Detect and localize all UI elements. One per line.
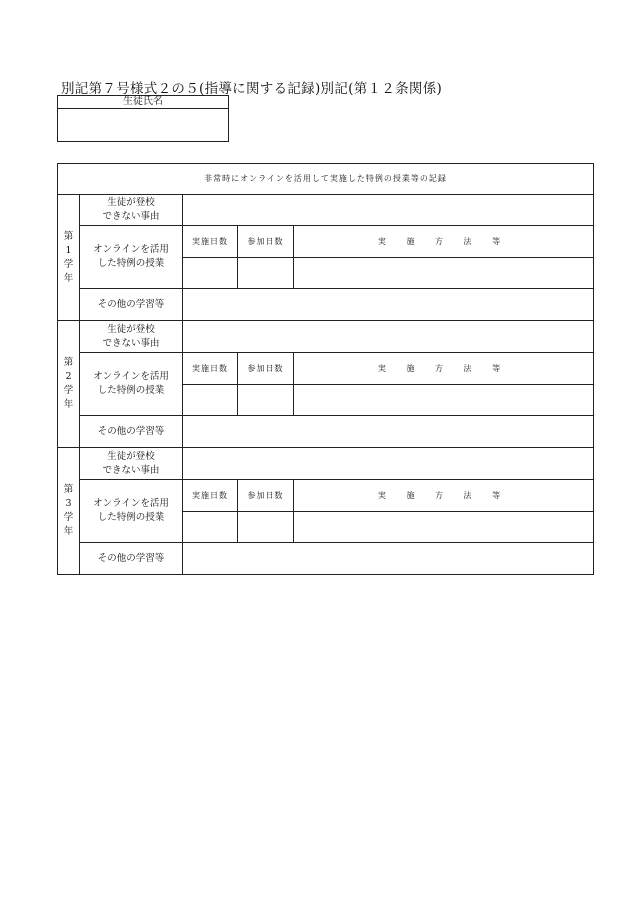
- method-cell[interactable]: [294, 512, 594, 543]
- other-learning-cell[interactable]: [183, 416, 594, 448]
- other-learning-label: その他の学習等: [80, 289, 183, 321]
- method-header: 実 施 方 法 等: [294, 353, 594, 385]
- days-attended-header: 参加日数: [238, 353, 294, 385]
- other-learning-cell[interactable]: [183, 543, 594, 575]
- online-lesson-label: オンラインを活用 した特例の授業: [80, 226, 183, 289]
- student-name-field[interactable]: [58, 109, 228, 142]
- days-conducted-header: 実施日数: [183, 226, 238, 258]
- reason-label: 生徒が登校 できない事由: [80, 195, 183, 226]
- grade-1-reason-row: [58, 195, 594, 226]
- reason-value-cell[interactable]: [183, 195, 594, 226]
- method-header: 実 施 方 法 等: [294, 480, 594, 512]
- grade-1-label: 第 1 学 年: [58, 195, 80, 321]
- grade-3-label: 第 3 学 年: [58, 448, 80, 575]
- reason-label: 生徒が登校 できない事由: [80, 448, 183, 480]
- document-title: 別記第７号様式２の５(指導に関する記録)別記(第１２条関係): [61, 81, 443, 97]
- grade-2-reason-row: [58, 321, 594, 353]
- reason-label: 生徒が登校 できない事由: [80, 321, 183, 353]
- method-header: 実 施 方 法 等: [294, 226, 594, 258]
- reason-value-cell[interactable]: [183, 448, 594, 480]
- other-learning-cell[interactable]: [183, 289, 594, 321]
- online-lesson-label: オンラインを活用 した特例の授業: [80, 480, 183, 543]
- table-header: 非常時にオンラインを活用して実施した特例の授業等の記録: [58, 164, 594, 195]
- grade-2-label: 第 2 学 年: [58, 321, 80, 448]
- student-name-box: [57, 95, 229, 142]
- method-cell[interactable]: [294, 258, 594, 289]
- reason-value-cell[interactable]: [183, 321, 594, 353]
- days-attended-header: 参加日数: [238, 226, 294, 258]
- days-conducted-header: 実施日数: [183, 353, 238, 385]
- online-lesson-record-table: [57, 163, 594, 575]
- days-conducted-cell[interactable]: [183, 385, 238, 416]
- days-attended-header: 参加日数: [238, 480, 294, 512]
- days-attended-cell[interactable]: [238, 258, 294, 289]
- student-name-label: 生徒氏名: [58, 96, 228, 109]
- days-conducted-cell[interactable]: [183, 258, 238, 289]
- grade-3-reason-row: [58, 448, 594, 480]
- method-cell[interactable]: [294, 385, 594, 416]
- days-conducted-cell[interactable]: [183, 512, 238, 543]
- days-attended-cell[interactable]: [238, 512, 294, 543]
- online-lesson-label: オンラインを活用 した特例の授業: [80, 353, 183, 416]
- days-conducted-header: 実施日数: [183, 480, 238, 512]
- other-learning-label: その他の学習等: [80, 543, 183, 575]
- days-attended-cell[interactable]: [238, 385, 294, 416]
- other-learning-label: その他の学習等: [80, 416, 183, 448]
